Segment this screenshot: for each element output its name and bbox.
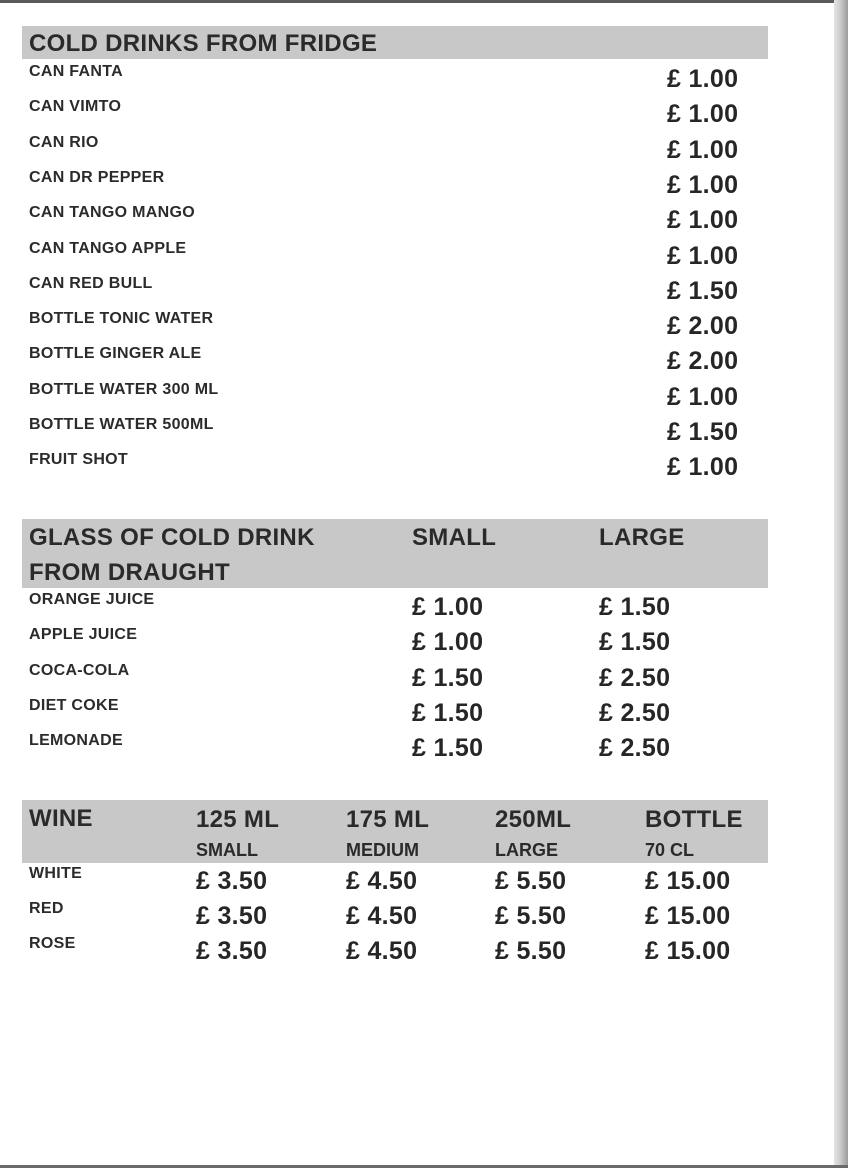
wine-col-size: BOTTLE bbox=[645, 806, 743, 833]
wine-col-size: 250ML bbox=[495, 806, 572, 833]
draught-item-large-price: £ 1.50 bbox=[599, 593, 671, 621]
draught-item-small-price: £ 1.50 bbox=[412, 699, 484, 727]
wine-col-label: 70 CL bbox=[645, 840, 695, 860]
wine-item-price: £ 4.50 bbox=[346, 902, 418, 930]
fridge-item-price: £ 1.00 bbox=[667, 383, 739, 411]
fridge-item-name: CAN DR PEPPER bbox=[29, 169, 165, 186]
fridge-item-price: £ 1.00 bbox=[667, 206, 739, 234]
fridge-item-price: £ 1.50 bbox=[667, 418, 739, 446]
wine-item-price: £ 3.50 bbox=[196, 902, 268, 930]
fridge-section bbox=[22, 26, 768, 486]
fridge-item-price: £ 1.50 bbox=[667, 277, 739, 305]
draught-col-small: SMALL bbox=[412, 524, 497, 551]
fridge-item-name: CAN TANGO APPLE bbox=[29, 240, 187, 257]
draught-item-name: LEMONADE bbox=[29, 732, 123, 749]
draught-heading-line1: GLASS OF COLD DRINK bbox=[29, 524, 315, 551]
fridge-item-name: BOTTLE TONIC WATER bbox=[29, 310, 214, 327]
wine-col-size: 175 ML bbox=[346, 806, 430, 833]
draught-heading-line2: FROM DRAUGHT bbox=[29, 559, 230, 586]
page-edge-right bbox=[834, 0, 848, 1168]
draught-col-large: LARGE bbox=[599, 524, 685, 551]
fridge-item-price: £ 1.00 bbox=[667, 242, 739, 270]
fridge-item-price: £ 1.00 bbox=[667, 100, 739, 128]
fridge-item-price: £ 1.00 bbox=[667, 453, 739, 481]
fridge-item-name: CAN VIMTO bbox=[29, 98, 122, 115]
fridge-item-price: £ 1.00 bbox=[667, 65, 739, 93]
wine-item-name: ROSE bbox=[29, 935, 76, 952]
fridge-item-name: FRUIT SHOT bbox=[29, 451, 128, 468]
draught-item-large-price: £ 2.50 bbox=[599, 664, 671, 692]
draught-item-name: DIET COKE bbox=[29, 697, 119, 714]
wine-item-price: £ 5.50 bbox=[495, 937, 567, 965]
wine-col-label: LARGE bbox=[495, 840, 558, 860]
wine-col-size: 125 ML bbox=[196, 806, 280, 833]
fridge-item-name: CAN TANGO MANGO bbox=[29, 204, 195, 221]
draught-section bbox=[22, 519, 768, 769]
fridge-item-name: CAN RED BULL bbox=[29, 275, 153, 292]
fridge-heading: COLD DRINKS FROM FRIDGE bbox=[29, 30, 378, 57]
wine-item-price: £ 4.50 bbox=[346, 937, 418, 965]
draught-item-small-price: £ 1.00 bbox=[412, 628, 484, 656]
wine-item-price: £ 3.50 bbox=[196, 937, 268, 965]
draught-item-name: APPLE JUICE bbox=[29, 626, 138, 643]
wine-item-name: WHITE bbox=[29, 865, 83, 882]
page-edge-top bbox=[0, 0, 848, 3]
wine-item-price: £ 3.50 bbox=[196, 867, 268, 895]
fridge-item-price: £ 2.00 bbox=[667, 347, 739, 375]
wine-item-price: £ 15.00 bbox=[645, 902, 731, 930]
wine-col-label: MEDIUM bbox=[346, 840, 419, 860]
fridge-item-name: BOTTLE WATER 500ML bbox=[29, 416, 214, 433]
fridge-item-name: BOTTLE GINGER ALE bbox=[29, 345, 202, 362]
wine-item-price: £ 15.00 bbox=[645, 937, 731, 965]
wine-item-price: £ 5.50 bbox=[495, 902, 567, 930]
draught-item-name: ORANGE JUICE bbox=[29, 591, 155, 608]
draught-item-name: COCA-COLA bbox=[29, 662, 130, 679]
wine-col-label: SMALL bbox=[196, 840, 258, 860]
fridge-item-name: BOTTLE WATER 300 ML bbox=[29, 381, 219, 398]
wine-item-price: £ 5.50 bbox=[495, 867, 567, 895]
wine-item-price: £ 4.50 bbox=[346, 867, 418, 895]
fridge-item-price: £ 2.00 bbox=[667, 312, 739, 340]
fridge-item-name: CAN FANTA bbox=[29, 63, 123, 80]
fridge-item-price: £ 1.00 bbox=[667, 136, 739, 164]
draught-item-large-price: £ 1.50 bbox=[599, 628, 671, 656]
wine-item-price: £ 15.00 bbox=[645, 867, 731, 895]
draught-item-small-price: £ 1.50 bbox=[412, 664, 484, 692]
wine-section bbox=[22, 800, 768, 980]
draught-item-small-price: £ 1.50 bbox=[412, 734, 484, 762]
fridge-item-name: CAN RIO bbox=[29, 134, 99, 151]
draught-item-large-price: £ 2.50 bbox=[599, 699, 671, 727]
draught-item-large-price: £ 2.50 bbox=[599, 734, 671, 762]
wine-heading: WINE bbox=[29, 805, 93, 832]
fridge-item-price: £ 1.00 bbox=[667, 171, 739, 199]
draught-item-small-price: £ 1.00 bbox=[412, 593, 484, 621]
wine-item-name: RED bbox=[29, 900, 64, 917]
